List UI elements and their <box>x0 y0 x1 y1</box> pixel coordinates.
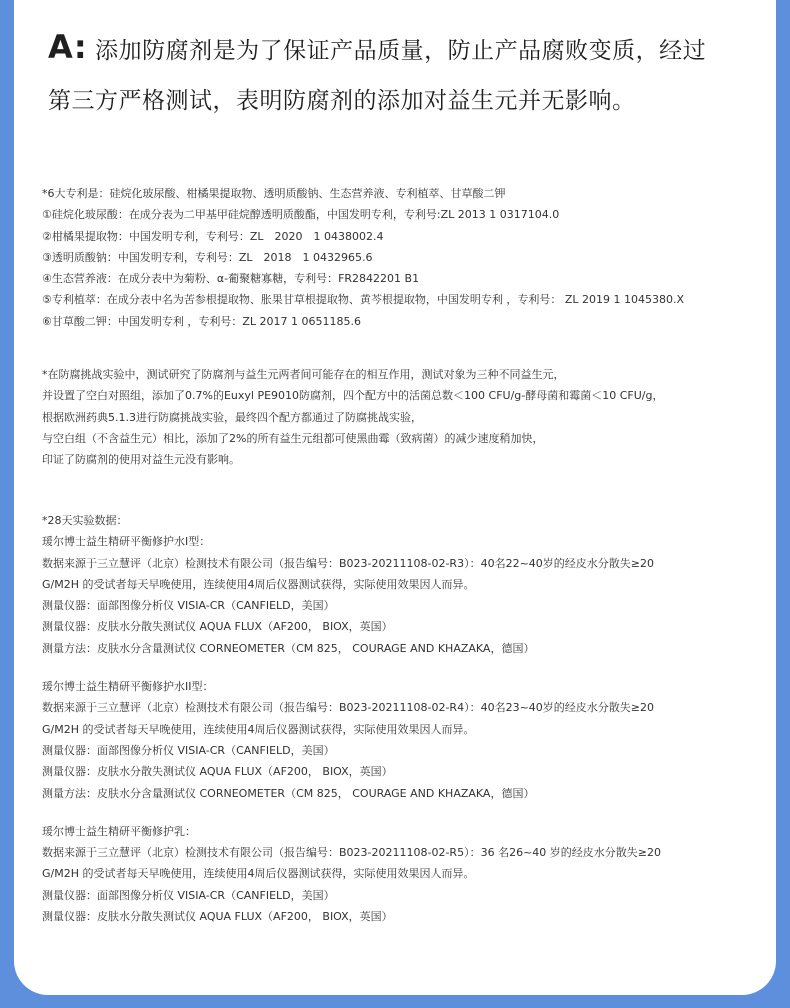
group-line: 测量仪器：面部图像分析仪 VISIA-CR（CANFIELD，美国） <box>42 743 335 757</box>
challenge-line: 与空白组（不含益生元）相比，添加了2%的所有益生元组都可使黑曲霉（致病菌）的减少速度稍加快， <box>42 431 544 445</box>
challenge-line: 印证了防腐剂的使用对益生元没有影响。 <box>42 453 240 467</box>
patent-line: ⑤专利植萃：在成分表中名为苦参根提取物、胀果甘草根提取物、黄芩根提取物，中国发明专利 ，专利号： ZL 2019 1 1045380.X <box>42 293 685 307</box>
group-line: 测量仪器：面部图像分析仪 VISIA-CR（CANFIELD，美国） <box>42 599 335 613</box>
patent-list <box>42 183 757 332</box>
patent-line: ①硅烷化玻尿酸：在成分表为二甲基甲硅烷醇透明质酸酯，中国发明专利，专利号:ZL 2013 1 0317104.0 <box>42 208 560 222</box>
answer-text-1: 添加防腐剂是为了保证产品质量，防止产品腐败变质，经过 <box>95 38 707 64</box>
answer-line-1 <box>48 22 748 76</box>
group-line: G/M2H 的受试者每天早晚使用，连续使用4周后仪器测试获得，实际使用效果因人而异。 <box>42 722 475 736</box>
group-line: 测量仪器：皮肤水分散失测试仪 AQUA FLUX（AF200， BIOX，英国） <box>42 765 393 779</box>
patent-line: ④生态营养液：在成分表中为菊粉、α-葡聚糖寡糖，专利号：FR2842201 B1 <box>42 272 420 286</box>
group-line: 数据来源于三立慧评（北京）检测技术有限公司（报告编号：B023-20211108-02-R4）：40名23~40岁的经皮水分散失≥20 <box>42 701 654 715</box>
group-line: 测量方法：皮肤水分含量测试仪 CORNEOMETER（CM 825， COURAGE AND KHAZAKA，德国） <box>42 641 535 655</box>
answer-block <box>48 22 748 126</box>
patent-line: ②柑橘果提取物：中国发明专利，专利号：ZL 2020 1 0438002.4 <box>42 229 384 243</box>
group-title: 瑗尔博士益生精研平衡修护水I型： <box>42 535 211 549</box>
group-line: 测量方法：皮肤水分含量测试仪 CORNEOMETER（CM 825， COURAGE AND KHAZAKA，德国） <box>42 786 535 800</box>
group-line: 数据来源于三立慧评（北京）检测技术有限公司（报告编号：B023-20211108-02-R3）：40名22~40岁的经皮水分散失≥20 <box>42 556 654 570</box>
group-line: G/M2H 的受试者每天早晚使用，连续使用4周后仪器测试获得，实际使用效果因人而异。 <box>42 577 475 591</box>
answer-label: A: <box>48 28 88 66</box>
patent-line: ③透明质酸钠：中国发明专利，专利号：ZL 2018 1 0432965.6 <box>42 250 373 264</box>
group-line: 数据来源于三立慧评（北京）检测技术有限公司（报告编号：B023-20211108-02-R5）：36 名26~40 岁的经皮水分散失≥20 <box>42 846 661 860</box>
group-title: 瑗尔博士益生精研平衡修护乳： <box>42 824 196 838</box>
group-line: 测量仪器：皮肤水分散失测试仪 AQUA FLUX（AF200， BIOX，英国） <box>42 620 393 634</box>
challenge-line: *在防腐挑战实验中，测试研究了防腐剂与益生元两者间可能存在的相互作用，测试对象为三种不同益生元， <box>42 368 565 381</box>
answer-line-2: 第三方严格测试，表明防腐剂的添加对益生元并无影响。 <box>48 88 636 114</box>
spacer <box>42 659 757 676</box>
group-line: 测量仪器：皮肤水分散失测试仪 AQUA FLUX（AF200， BIOX，英国） <box>42 910 393 924</box>
preservative-challenge-note <box>42 364 757 470</box>
patent-line: *6大专利是：硅烷化玻尿酸、柑橘果提取物、透明质酸钠、生态营养液、专利植萃、甘草酸二钾 <box>42 187 506 200</box>
patent-line: ⑥甘草酸二钾：中国发明专利 ，专利号：ZL 2017 1 0651185.6 <box>42 314 361 328</box>
experiment-data <box>42 510 757 927</box>
group-line: 测量仪器：面部图像分析仪 VISIA-CR（CANFIELD，美国） <box>42 888 335 902</box>
group-line: G/M2H 的受试者每天早晚使用，连续使用4周后仪器测试获得，实际使用效果因人而异。 <box>42 867 475 881</box>
challenge-line: 并设置了空白对照组，添加了0.7%的Euxyl PE9010防腐剂，四个配方中的活菌总数＜100 CFU/g-酵母菌和霉菌＜10 CFU/g， <box>42 389 664 403</box>
challenge-line: 根据欧洲药典5.1.3进行防腐挑战实验，最终四个配方都通过了防腐挑战实验， <box>42 410 422 424</box>
spacer <box>42 804 757 821</box>
group-title: 瑗尔博士益生精研平衡修护水II型： <box>42 680 214 694</box>
experiment-intro: *28天实验数据： <box>42 514 128 527</box>
